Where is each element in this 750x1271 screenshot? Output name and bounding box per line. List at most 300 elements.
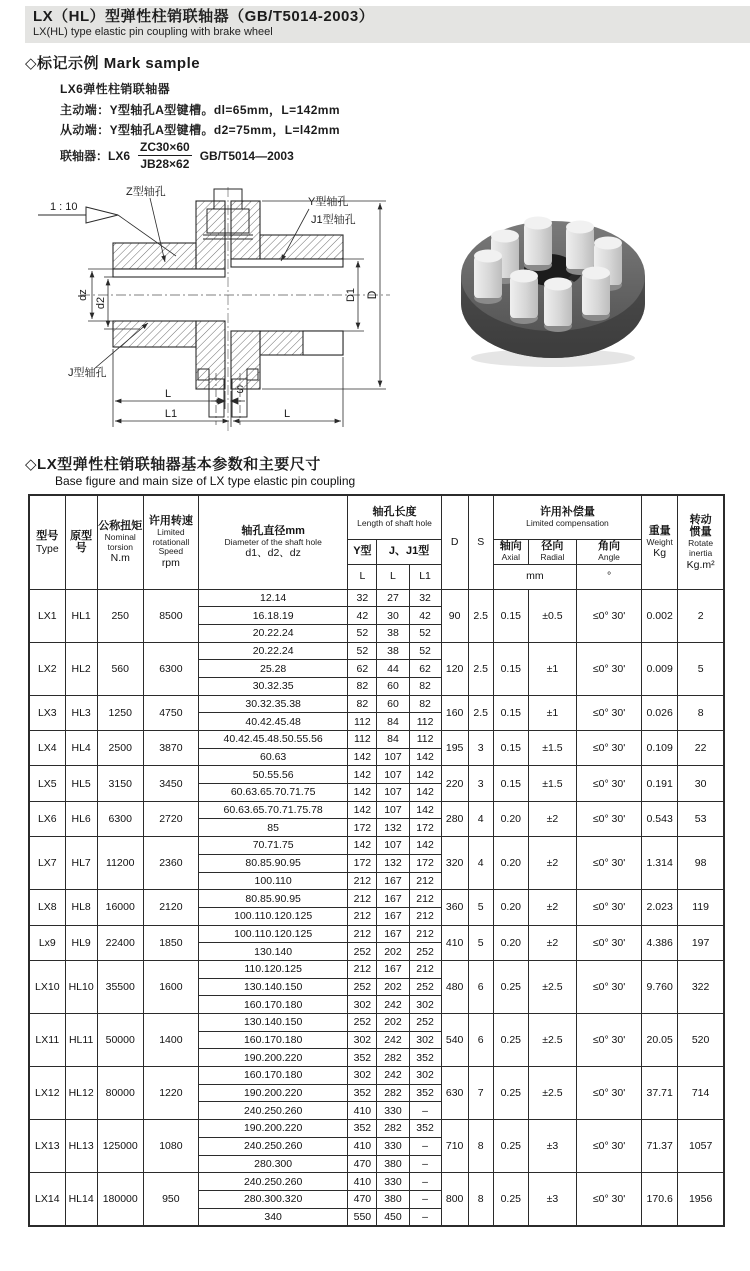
table-row: [29, 890, 724, 908]
cell-diameter: 190.200.220: [198, 1049, 347, 1067]
cell-diameter: 60.63: [198, 748, 347, 766]
cell-axial: 0.20: [493, 837, 528, 890]
cell-S: 2.5: [468, 695, 493, 730]
cell-torque: 80000: [97, 1067, 143, 1120]
cell-L-y: 82: [348, 695, 377, 713]
cell-D: 410: [441, 925, 468, 960]
cell-L-y: 212: [348, 907, 377, 925]
col-speed: 许用转速 Limited rotationall Speed rpm: [143, 495, 198, 589]
cell-L1-j: 82: [409, 677, 441, 695]
table-row: [29, 731, 724, 749]
table-row: [29, 1067, 724, 1085]
cell-torque: 35500: [97, 960, 143, 1013]
cell-speed: 3450: [143, 766, 198, 801]
cell-type: LX14: [29, 1173, 65, 1226]
table-row: [29, 1014, 724, 1032]
cell-diameter: 280.300: [198, 1155, 347, 1173]
cell-diameter: 85: [198, 819, 347, 837]
cell-inertia: 119: [678, 890, 724, 925]
cell-L-y: 142: [348, 766, 377, 784]
cell-L-y: 302: [348, 1031, 377, 1049]
cell-L1-j: 142: [409, 784, 441, 802]
cell-radial: ±1: [528, 642, 576, 695]
cell-L1-j: –: [409, 1102, 441, 1120]
cell-L1-j: 352: [409, 1084, 441, 1102]
coupling-cross-section-drawing: [28, 183, 418, 441]
cell-weight: 0.543: [642, 801, 678, 836]
cell-L-j: 30: [377, 607, 409, 625]
cell-axial: 0.25: [493, 1173, 528, 1226]
cell-L-j: 60: [377, 695, 409, 713]
cell-weight: 0.109: [642, 731, 678, 766]
cell-L-y: 252: [348, 978, 377, 996]
col-type: 型号 Type: [29, 495, 65, 589]
cell-L-y: 172: [348, 819, 377, 837]
cell-D: 160: [441, 695, 468, 730]
cell-radial: ±2.5: [528, 1067, 576, 1120]
cell-torque: 560: [97, 642, 143, 695]
cell-inertia: 22: [678, 731, 724, 766]
cell-L-j: 107: [377, 801, 409, 819]
cell-L1-j: 252: [409, 943, 441, 961]
col-shaft-length-group: 轴孔长度 Length of shaft hole: [348, 495, 441, 539]
cell-L1-j: 212: [409, 925, 441, 943]
table-row: [29, 589, 724, 607]
cell-speed: 2360: [143, 837, 198, 890]
cell-L-y: 410: [348, 1173, 377, 1191]
cell-L-y: 410: [348, 1137, 377, 1155]
cell-S: 3: [468, 731, 493, 766]
cell-weight: 9.760: [642, 960, 678, 1013]
cell-angle: ≤0° 30': [576, 695, 641, 730]
cell-diameter: 80.85.90.95: [198, 854, 347, 872]
cell-type: LX4: [29, 731, 65, 766]
cell-L1-j: 252: [409, 978, 441, 996]
cell-axial: 0.15: [493, 731, 528, 766]
cell-L1-j: –: [409, 1208, 441, 1226]
cell-S: 8: [468, 1120, 493, 1173]
cell-axial: 0.15: [493, 695, 528, 730]
designation-fraction: [138, 140, 192, 171]
cell-diameter: 110.120.125: [198, 960, 347, 978]
cell-diameter: 130.140: [198, 943, 347, 961]
cell-L-y: 212: [348, 960, 377, 978]
cell-torque: 16000: [97, 890, 143, 925]
cell-inertia: 520: [678, 1014, 724, 1067]
cell-inertia: 53: [678, 801, 724, 836]
cell-radial: ±2.5: [528, 960, 576, 1013]
cell-L1-j: 52: [409, 624, 441, 642]
cell-L-y: 52: [348, 624, 377, 642]
cell-S: 4: [468, 837, 493, 890]
table-row: [29, 642, 724, 660]
cell-L-j: 242: [377, 1067, 409, 1085]
cell-D: 800: [441, 1173, 468, 1226]
cell-S: 2.5: [468, 589, 493, 642]
cell-S: 6: [468, 1014, 493, 1067]
cell-type: LX7: [29, 837, 65, 890]
j1-hole-label: J1型轴孔: [311, 214, 356, 226]
cell-L-j: 107: [377, 784, 409, 802]
cell-L1-j: 212: [409, 890, 441, 908]
cell-axial: 0.20: [493, 890, 528, 925]
cell-type: LX13: [29, 1120, 65, 1173]
cell-speed: 8500: [143, 589, 198, 642]
standard-number: GB/T5014—2003: [199, 148, 294, 163]
col-weight: 重量 Weight Kg: [642, 495, 678, 589]
cell-speed: 1220: [143, 1067, 198, 1120]
cell-D: 120: [441, 642, 468, 695]
cell-L-y: 302: [348, 996, 377, 1014]
col-y-type: Y型: [348, 539, 377, 564]
d-dim-label: D: [365, 290, 379, 300]
col-angle: 角向 Angle: [576, 539, 641, 564]
cell-L-j: 84: [377, 713, 409, 731]
cell-L1-j: 172: [409, 854, 441, 872]
cell-angle: ≤0° 30': [576, 890, 641, 925]
cell-L1-j: 142: [409, 748, 441, 766]
cell-torque: 180000: [97, 1173, 143, 1226]
cell-S: 5: [468, 890, 493, 925]
cell-inertia: 322: [678, 960, 724, 1013]
col-D: D: [441, 495, 468, 589]
cell-diameter: 130.140.150: [198, 1014, 347, 1032]
cell-L-j: 202: [377, 978, 409, 996]
cell-L-j: 38: [377, 642, 409, 660]
cell-type: LX3: [29, 695, 65, 730]
table-row: [29, 960, 724, 978]
cell-L-j: 450: [377, 1208, 409, 1226]
cell-inertia: 1956: [678, 1173, 724, 1226]
cell-L-y: 352: [348, 1120, 377, 1138]
cell-diameter: 100.110: [198, 872, 347, 890]
cell-angle: ≤0° 30': [576, 801, 641, 836]
cell-inertia: 2: [678, 589, 724, 642]
cell-L-j: 380: [377, 1155, 409, 1173]
cell-L-j: 84: [377, 731, 409, 749]
cell-weight: 0.009: [642, 642, 678, 695]
cell-inertia: 98: [678, 837, 724, 890]
cell-L-j: 167: [377, 872, 409, 890]
cell-orig: HL3: [65, 695, 97, 730]
cell-L1-j: –: [409, 1155, 441, 1173]
cell-L-y: 52: [348, 642, 377, 660]
cell-diameter: 60.63.65.70.71.75.78: [198, 801, 347, 819]
cell-orig: HL1: [65, 589, 97, 642]
col-j-type: J、J1型: [377, 539, 441, 564]
cell-L-y: 470: [348, 1190, 377, 1208]
cell-torque: 50000: [97, 1014, 143, 1067]
cell-L-j: 38: [377, 624, 409, 642]
cell-L1-j: 212: [409, 907, 441, 925]
cell-L1-j: 142: [409, 837, 441, 855]
col-L1-j: L1: [409, 564, 441, 589]
cell-L-j: 167: [377, 907, 409, 925]
cell-type: LX10: [29, 960, 65, 1013]
cell-D: 220: [441, 766, 468, 801]
cell-L-j: 202: [377, 1014, 409, 1032]
cell-orig: HL9: [65, 925, 97, 960]
cell-L1-j: 142: [409, 766, 441, 784]
cell-angle: ≤0° 30': [576, 925, 641, 960]
table-row: [29, 766, 724, 784]
col-radial: 径向 Radial: [528, 539, 576, 564]
col-L-j: L: [377, 564, 409, 589]
cell-speed: 1080: [143, 1120, 198, 1173]
cell-speed: 4750: [143, 695, 198, 730]
cell-diameter: 70.71.75: [198, 837, 347, 855]
cell-L-j: 132: [377, 854, 409, 872]
page-title-band: [25, 6, 750, 43]
cell-radial: ±1.5: [528, 731, 576, 766]
cell-L1-j: –: [409, 1137, 441, 1155]
cell-L1-j: 82: [409, 695, 441, 713]
cell-radial: ±1: [528, 695, 576, 730]
col-torque: 公称扭矩 Nominal torsion N.m: [97, 495, 143, 589]
table-row: [29, 801, 724, 819]
cell-diameter: 100.110.120.125: [198, 907, 347, 925]
cell-angle: ≤0° 30': [576, 731, 641, 766]
cell-torque: 2500: [97, 731, 143, 766]
cell-D: 90: [441, 589, 468, 642]
cell-orig: HL14: [65, 1173, 97, 1226]
cell-L-j: 330: [377, 1137, 409, 1155]
cell-radial: ±1.5: [528, 766, 576, 801]
cell-orig: HL11: [65, 1014, 97, 1067]
cell-torque: 1250: [97, 695, 143, 730]
cell-type: LX1: [29, 589, 65, 642]
cell-L-j: 132: [377, 819, 409, 837]
cell-speed: 3870: [143, 731, 198, 766]
cell-L-j: 44: [377, 660, 409, 678]
cell-L-y: 302: [348, 1067, 377, 1085]
cell-diameter: 190.200.220: [198, 1120, 347, 1138]
cell-speed: 1850: [143, 925, 198, 960]
cell-L-y: 410: [348, 1102, 377, 1120]
cell-weight: 2.023: [642, 890, 678, 925]
cell-radial: ±3: [528, 1173, 576, 1226]
cell-torque: 6300: [97, 801, 143, 836]
cell-L-y: 62: [348, 660, 377, 678]
coupling-label: 联轴器：LX6: [60, 149, 131, 163]
cell-angle: ≤0° 30': [576, 766, 641, 801]
cell-diameter: 25.28: [198, 660, 347, 678]
cell-diameter: 50.55.56: [198, 766, 347, 784]
cell-weight: 0.191: [642, 766, 678, 801]
cell-L-y: 112: [348, 731, 377, 749]
col-diameter: 轴孔直径mm Diameter of the shaft hole d1、d2、dz: [198, 495, 347, 589]
table-row: [29, 925, 724, 943]
cell-L-y: 172: [348, 854, 377, 872]
col-S: S: [468, 495, 493, 589]
cell-axial: 0.20: [493, 925, 528, 960]
cell-L1-j: 302: [409, 1067, 441, 1085]
table-body: [29, 589, 724, 1226]
cell-axial: 0.25: [493, 1067, 528, 1120]
cell-L-y: 142: [348, 837, 377, 855]
cell-L-y: 352: [348, 1049, 377, 1067]
cell-D: 360: [441, 890, 468, 925]
cell-speed: 1600: [143, 960, 198, 1013]
cell-radial: ±2: [528, 890, 576, 925]
cell-axial: 0.15: [493, 766, 528, 801]
table-row: [29, 1120, 724, 1138]
cell-orig: HL4: [65, 731, 97, 766]
cell-radial: ±2: [528, 925, 576, 960]
cell-L-j: 60: [377, 677, 409, 695]
cell-diameter: 130.140.150: [198, 978, 347, 996]
cell-D: 280: [441, 801, 468, 836]
col-compensation-group: 许用补偿量 Limited compensation: [493, 495, 641, 539]
cell-angle: ≤0° 30': [576, 1067, 641, 1120]
cell-axial: 0.20: [493, 801, 528, 836]
cell-radial: ±2: [528, 801, 576, 836]
cell-diameter: 12.14: [198, 589, 347, 607]
cell-D: 710: [441, 1120, 468, 1173]
taper-label: 1 : 10: [50, 201, 78, 213]
table-row: [29, 837, 724, 855]
cell-S: 6: [468, 960, 493, 1013]
cell-L-j: 242: [377, 1031, 409, 1049]
col-axial: 轴向 Axial: [493, 539, 528, 564]
cell-L1-j: –: [409, 1190, 441, 1208]
cell-diameter: 30.32.35: [198, 677, 347, 695]
cell-L-y: 212: [348, 872, 377, 890]
cell-diameter: 40.42.45.48.50.55.56: [198, 731, 347, 749]
cell-L-y: 142: [348, 801, 377, 819]
cell-orig: HL5: [65, 766, 97, 801]
cell-S: 3: [468, 766, 493, 801]
d2-dim-label: d2: [95, 296, 107, 310]
cell-orig: HL7: [65, 837, 97, 890]
unit-mm: mm: [493, 564, 576, 589]
cell-L-j: 282: [377, 1049, 409, 1067]
cell-diameter: 190.200.220: [198, 1084, 347, 1102]
cell-L1-j: 302: [409, 996, 441, 1014]
cell-angle: ≤0° 30': [576, 589, 641, 642]
cell-diameter: 160.170.180: [198, 1031, 347, 1049]
cell-L-y: 82: [348, 677, 377, 695]
cell-L1-j: 212: [409, 960, 441, 978]
cell-axial: 0.25: [493, 960, 528, 1013]
l-right-dim-label: L: [283, 408, 291, 420]
cell-speed: 950: [143, 1173, 198, 1226]
cell-radial: ±2: [528, 837, 576, 890]
mark-sample-line1: LX6弹性柱销联轴器: [60, 82, 171, 96]
y-hole-label: Y型轴孔: [308, 196, 349, 208]
table-row: [29, 1173, 724, 1191]
cell-L-j: 330: [377, 1173, 409, 1191]
cell-L1-j: 62: [409, 660, 441, 678]
cell-L-y: 212: [348, 925, 377, 943]
coupling-product-photo: [450, 188, 670, 383]
cell-L-j: 330: [377, 1102, 409, 1120]
cell-inertia: 30: [678, 766, 724, 801]
fraction-bottom: JB28×62: [140, 157, 190, 171]
cell-torque: 250: [97, 589, 143, 642]
cell-L-j: 167: [377, 960, 409, 978]
cell-inertia: 8: [678, 695, 724, 730]
cell-axial: 0.25: [493, 1120, 528, 1173]
cell-torque: 11200: [97, 837, 143, 890]
cell-type: LX12: [29, 1067, 65, 1120]
cell-angle: ≤0° 30': [576, 642, 641, 695]
table-section-subheading: Base figure and main size of LX type elastic pin coupling: [55, 474, 356, 488]
cell-D: 320: [441, 837, 468, 890]
cell-D: 630: [441, 1067, 468, 1120]
cell-diameter: 20.22.24: [198, 624, 347, 642]
cell-weight: 1.314: [642, 837, 678, 890]
cell-diameter: 240.250.260: [198, 1173, 347, 1191]
cell-inertia: 714: [678, 1067, 724, 1120]
cell-L1-j: 142: [409, 801, 441, 819]
cell-axial: 0.15: [493, 642, 528, 695]
cell-speed: 2120: [143, 890, 198, 925]
cell-angle: ≤0° 30': [576, 1014, 641, 1067]
cell-orig: HL10: [65, 960, 97, 1013]
cell-type: LX2: [29, 642, 65, 695]
cell-orig: HL8: [65, 890, 97, 925]
cell-orig: HL2: [65, 642, 97, 695]
cell-weight: 170.6: [642, 1173, 678, 1226]
cell-L-y: 470: [348, 1155, 377, 1173]
table-row: [29, 695, 724, 713]
fraction-top: ZC30×60: [140, 140, 190, 154]
cell-L-j: 167: [377, 925, 409, 943]
cell-S: 8: [468, 1173, 493, 1226]
cell-diameter: 60.63.65.70.71.75: [198, 784, 347, 802]
cell-L1-j: 32: [409, 589, 441, 607]
cell-inertia: 1057: [678, 1120, 724, 1173]
cell-axial: 0.15: [493, 589, 528, 642]
mark-sample-line2: 主动端：Y型轴孔A型键槽。dl=65mm，L=142mm: [60, 103, 340, 117]
cell-L-y: 352: [348, 1084, 377, 1102]
cell-torque: 22400: [97, 925, 143, 960]
cell-L-y: 252: [348, 943, 377, 961]
cell-L-j: 282: [377, 1120, 409, 1138]
cell-type: LX5: [29, 766, 65, 801]
cell-weight: 4.386: [642, 925, 678, 960]
cell-diameter: 16.18.19: [198, 607, 347, 625]
page-title: LX（HL）型弹性柱销联轴器（GB/T5014-2003）: [33, 8, 375, 25]
cell-D: 540: [441, 1014, 468, 1067]
cell-type: LX11: [29, 1014, 65, 1067]
cell-radial: ±3: [528, 1120, 576, 1173]
cell-speed: 6300: [143, 642, 198, 695]
page-subtitle: LX(HL) type elastic pin coupling with brake wheel: [33, 26, 273, 38]
cell-L1-j: 172: [409, 819, 441, 837]
mark-sample-heading: ◇标记示例 Mark sample: [25, 55, 201, 72]
cell-radial: ±2.5: [528, 1014, 576, 1067]
z-hole-label: Z型轴孔: [126, 186, 166, 198]
unit-degree: °: [576, 564, 641, 589]
cell-angle: ≤0° 30': [576, 960, 641, 1013]
cell-weight: 71.37: [642, 1120, 678, 1173]
col-L-y: L: [348, 564, 377, 589]
cell-diameter: 30.32.35.38: [198, 695, 347, 713]
cell-orig: HL6: [65, 801, 97, 836]
cell-L-j: 242: [377, 996, 409, 1014]
cell-L1-j: 112: [409, 731, 441, 749]
cell-L1-j: 212: [409, 872, 441, 890]
cell-speed: 2720: [143, 801, 198, 836]
cell-L-y: 142: [348, 784, 377, 802]
cell-S: 2.5: [468, 642, 493, 695]
j-hole-label: J型轴孔: [68, 367, 107, 379]
cell-angle: ≤0° 30': [576, 1173, 641, 1226]
cell-L1-j: 52: [409, 642, 441, 660]
cell-L-j: 27: [377, 589, 409, 607]
